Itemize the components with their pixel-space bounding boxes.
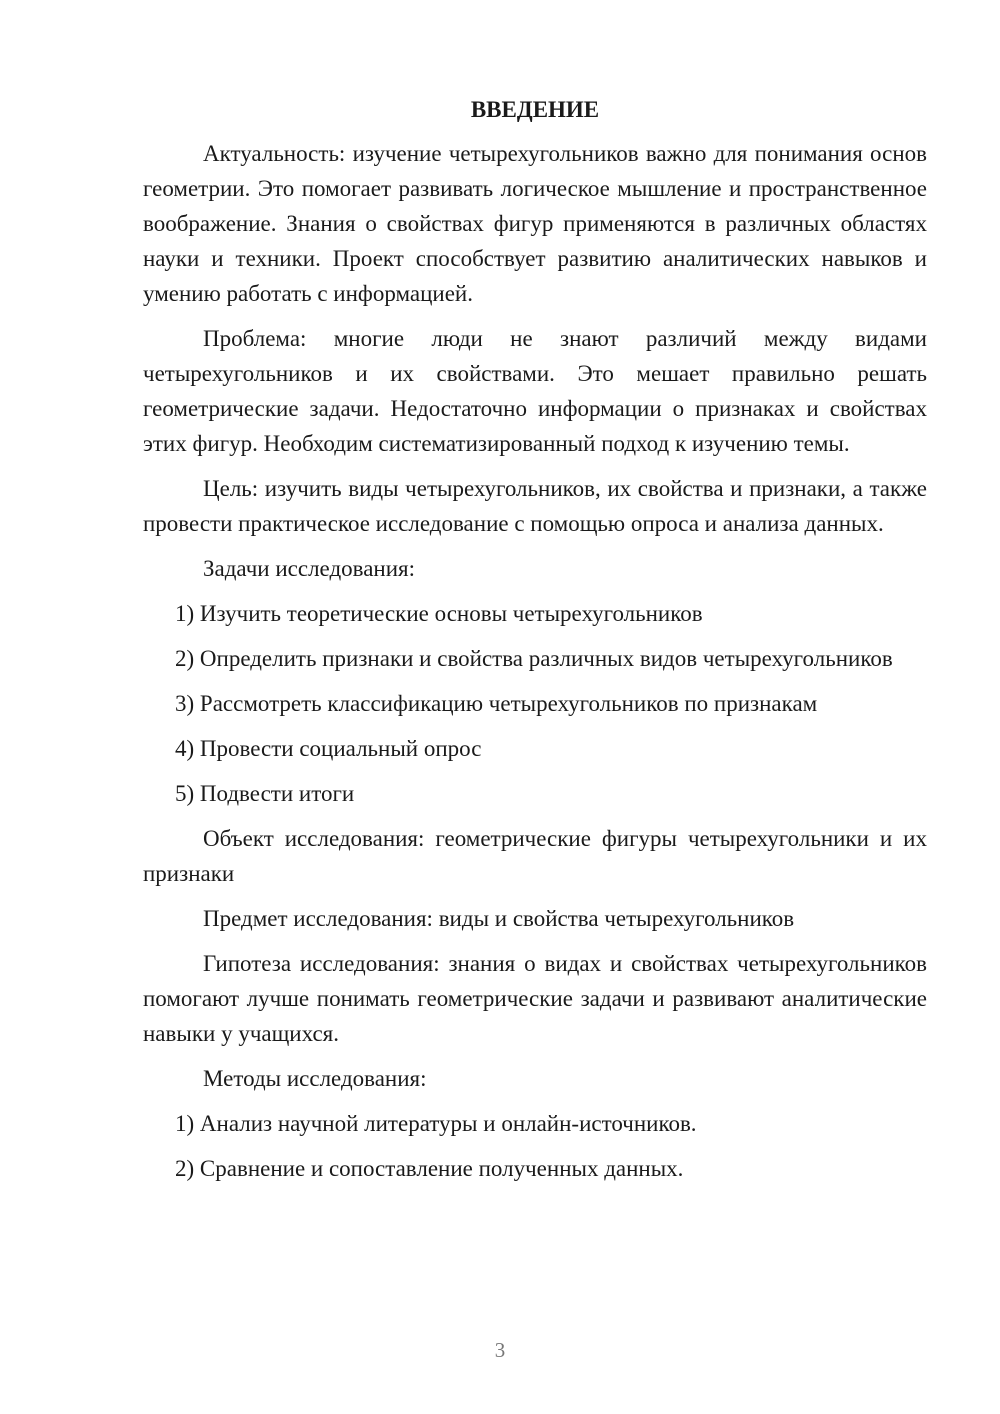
- page-title: ВВЕДЕНИЕ: [470, 97, 600, 122]
- method-item-1: 1) Анализ научной литературы и онлайн-источников.: [175, 1111, 697, 1136]
- tasks-heading: Задачи исследования:: [203, 556, 416, 581]
- paragraph-object: Объект исследования: геометрические фигуры четырехугольники и их признаки: [143, 826, 927, 886]
- task-item-3: 3) Рассмотреть классификацию четырехугольников по признакам: [175, 691, 818, 716]
- task-item-1: 1) Изучить теоретические основы четырехугольников: [175, 601, 703, 626]
- task-item-4: 4) Провести социальный опрос: [175, 736, 482, 761]
- methods-heading: Методы исследования:: [203, 1066, 427, 1091]
- page-content: [143, 92, 927, 1196]
- task-item-5: 5) Подвести итоги: [175, 781, 355, 806]
- paragraph-problem: Проблема: многие люди не знают различий между видами четырехугольников и их свойствами. Это мешает правильно решать геометрические задачи. Недостаточно информации о признаках и свойствах этих фигур. Необходим систематизированный подход к изучению темы.: [143, 326, 927, 456]
- paragraph-goal: Цель: изучить виды четырехугольников, их свойства и признаки, а также провести практическое исследование с помощью опроса и анализа данных.: [143, 476, 927, 536]
- method-item-2: 2) Сравнение и сопоставление полученных данных.: [175, 1156, 684, 1181]
- paragraph-hypothesis: Гипотеза исследования: знания о видах и свойствах четырехугольников помогают лучше понимать геометрические задачи и развивают аналитические навыки у учащихся.: [143, 951, 927, 1046]
- paragraph-relevance: Актуальность: изучение четырехугольников важно для понимания основ геометрии. Это помогает развивать логическое мышление и пространственное воображение. Знания о свойствах фигур применяются в различных областях науки и техники. Проект способствует развитию аналитических навыков и умению работать с информацией.: [143, 141, 927, 306]
- task-item-2: 2) Определить признаки и свойства различных видов четырехугольников: [175, 646, 893, 671]
- page-number: 3: [494, 1338, 506, 1362]
- paragraph-subject: Предмет исследования: виды и свойства четырехугольников: [203, 906, 795, 931]
